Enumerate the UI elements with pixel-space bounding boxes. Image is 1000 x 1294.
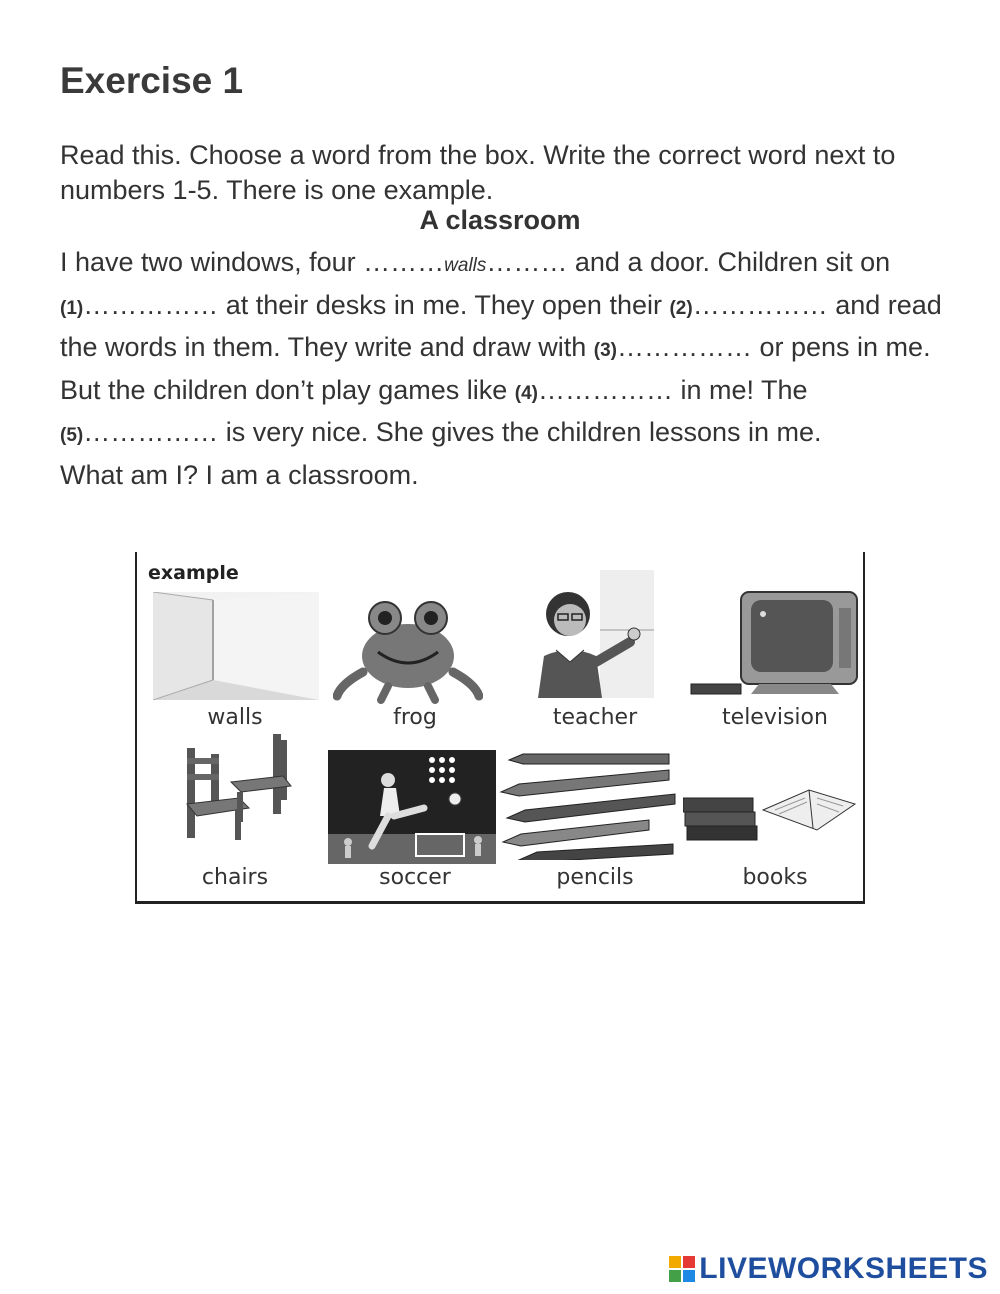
example-answer: walls: [444, 255, 487, 276]
exercise-title: Exercise 1: [60, 60, 244, 101]
blank-number-1: (1): [60, 297, 84, 319]
word-pencils: pencils: [556, 865, 634, 890]
liveworksheets-logo-icon: [669, 1256, 695, 1282]
word-soccer: soccer: [379, 865, 451, 890]
passage-text: I have two windows, four ………: [60, 247, 445, 277]
passage-text: …………… is very nice. She gives the children lessons in me.: [83, 417, 822, 447]
word-television: television: [722, 705, 828, 730]
blank-number-4: (4): [514, 382, 538, 404]
passage-text: …………… or pens in me. But the children don’t play games like: [60, 332, 931, 405]
passage-text: …………… in me! The: [538, 374, 808, 405]
teacher-picture: [530, 570, 654, 698]
word-frog: frog: [393, 705, 437, 730]
frog-picture: [333, 592, 483, 704]
passage-text: ……… and a door. Children sit on: [486, 247, 891, 277]
walls-picture: [153, 592, 319, 700]
pencils-picture: [499, 748, 677, 860]
word-box: [135, 552, 865, 904]
instructions: Read this. Choose a word from the box. Write the correct word next to numbers 1-5. There is one example.: [60, 140, 896, 205]
soccer-picture: [328, 750, 496, 864]
television-picture: [689, 588, 859, 700]
word-books: books: [742, 865, 808, 890]
word-chairs: chairs: [201, 865, 269, 890]
passage-title: A classroom: [419, 205, 581, 235]
blank-number-3: (3): [593, 340, 617, 361]
word-teacher: teacher: [552, 705, 638, 730]
liveworksheets-logo-text: LIVEWORKSHEETS: [699, 1252, 988, 1285]
word-walls: walls: [207, 705, 263, 730]
closing-line: What am I? I am a classroom.: [60, 459, 419, 490]
blank-number-2: (2): [669, 297, 693, 319]
passage-text: …………… at their desks in me. They open their: [83, 289, 670, 320]
blank-number-5: (5): [60, 425, 84, 446]
books-picture: [683, 784, 859, 864]
chairs-picture: [177, 734, 297, 846]
liveworksheets-logo: [669, 1252, 988, 1286]
passage: [60, 243, 960, 495]
passage-text: …………… and read the words in them. They write and draw with: [60, 289, 942, 362]
word-box-label: example: [148, 562, 239, 584]
